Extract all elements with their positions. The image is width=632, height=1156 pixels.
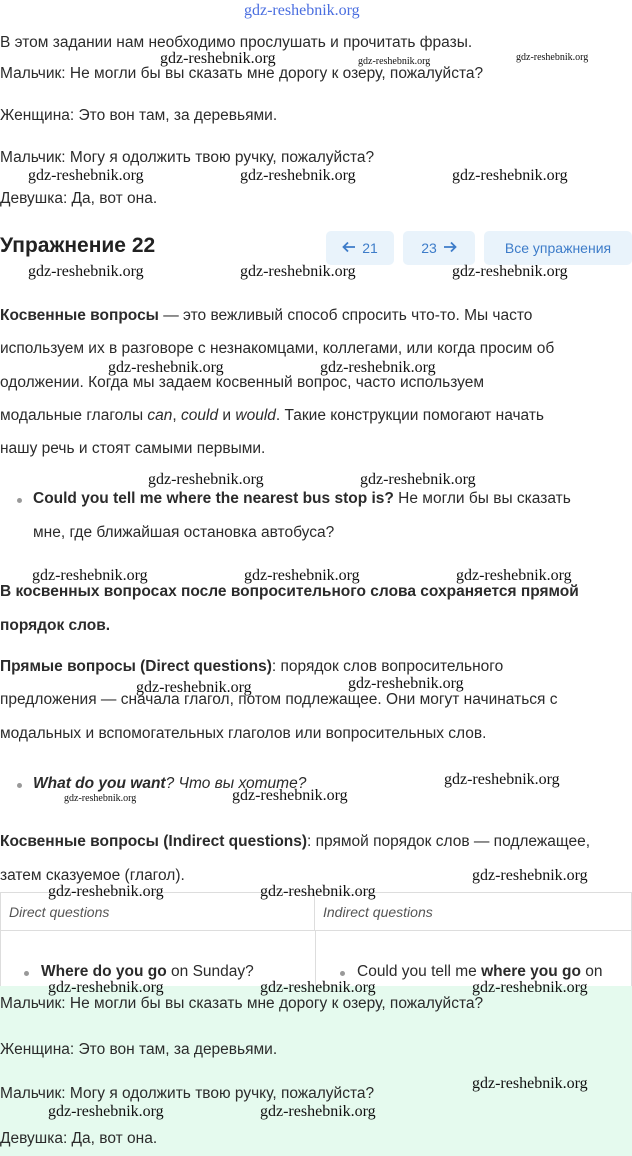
all-exercises-label: Все упражнения [504, 240, 612, 256]
indirect-line: затем сказуемое (глагол). [0, 867, 185, 884]
bullet [17, 783, 22, 788]
table-divider [0, 931, 1, 993]
example-line: What do you want? Что вы хотите? [33, 775, 307, 792]
watermark: gdz-reshebnik.org [348, 675, 464, 692]
watermark: gdz-reshebnik.org [108, 359, 224, 376]
example-line: Could you tell me where the nearest bus stop is? Не могли бы вы сказать [33, 490, 571, 507]
watermark: gdz-reshebnik.org [452, 167, 568, 184]
direct-line: модальных и вспомогательных глаголов или вопросительных слов. [0, 725, 487, 742]
watermark: gdz-reshebnik.org [148, 471, 264, 488]
theory-line: используем их в разговоре с незнакомцами, коллегами, или когда просим об [0, 340, 555, 357]
bullet [340, 971, 345, 976]
watermark: gdz-reshebnik.org [32, 567, 148, 584]
watermark: gdz-reshebnik.org [136, 679, 252, 696]
watermark: gdz-reshebnik.org [240, 263, 356, 280]
arrow-right-icon [443, 240, 457, 256]
site-watermark-top: gdz-reshebnik.org [244, 2, 360, 19]
watermark: gdz-reshebnik.org [472, 867, 588, 884]
intro-boy2: Мальчик: Могу я одолжить твою ручку, пожалуйста? [0, 149, 375, 166]
watermark: gdz-reshebnik.org [358, 56, 431, 67]
answer-woman: Женщина: Это вон там, за деревьями. [0, 1041, 278, 1058]
direct-line: Прямые вопросы (Direct questions): порядок слов вопросительного [0, 658, 504, 675]
bullet [17, 498, 22, 503]
watermark: gdz-reshebnik.org [48, 883, 164, 900]
watermark: gdz-reshebnik.org [260, 979, 376, 996]
all-exercises-button[interactable] [484, 231, 632, 265]
watermark: gdz-reshebnik.org [360, 471, 476, 488]
watermark: gdz-reshebnik.org [240, 167, 356, 184]
watermark: gdz-reshebnik.org [28, 167, 144, 184]
watermark: gdz-reshebnik.org [48, 979, 164, 996]
theory-line: одолжении. Когда мы задаем косвенный вопрос, часто используем [0, 374, 484, 391]
watermark: gdz-reshebnik.org [472, 979, 588, 996]
answer-boy1: Мальчик: Не могли бы вы сказать мне дорогу к озеру, пожалуйста? [0, 995, 484, 1012]
watermark: gdz-reshebnik.org [260, 1103, 376, 1120]
prev-exercise-button[interactable] [326, 231, 394, 265]
answer-boy2: Мальчик: Могу я одолжить твою ручку, пожалуйста? [0, 1085, 375, 1102]
direct-line: предложения — сначала глагол, потом подлежащее. Они могут начинаться с [0, 691, 558, 708]
watermark: gdz-reshebnik.org [48, 1103, 164, 1120]
watermark: gdz-reshebnik.org [28, 263, 144, 280]
watermark: gdz-reshebnik.org [444, 771, 560, 788]
table-cell-direct: Where do you go on Sunday? [41, 963, 254, 980]
table-cell-indirect: Could you tell me where you go on [357, 963, 603, 980]
rule-line: В косвенных вопросах после вопросительного слова сохраняется прямой [0, 583, 579, 600]
indirect-line: Косвенные вопросы (Indirect questions): прямой порядок слов — подлежащее, [0, 833, 590, 850]
theory-line: нашу речь и стоят самыми первыми. [0, 440, 266, 457]
theory-line: Косвенные вопросы — это вежливый способ спросить что-то. Мы часто [0, 307, 533, 324]
watermark: gdz-reshebnik.org [320, 359, 436, 376]
watermark: gdz-reshebnik.org [260, 883, 376, 900]
example-line: мне, где ближайшая остановка автобуса? [33, 524, 335, 541]
intro-line: В этом задании нам необходимо прослушать и прочитать фразы. [0, 34, 473, 51]
intro-woman: Женщина: Это вон там, за деревьями. [0, 107, 278, 124]
next-exercise-button[interactable] [403, 231, 475, 265]
page-title: Упражнение 22 [0, 234, 156, 257]
watermark: gdz-reshebnik.org [64, 793, 137, 804]
intro-girl: Девушка: Да, вот она. [0, 190, 158, 207]
bullet [24, 971, 29, 976]
prev-exercise-label: 21 [362, 240, 378, 256]
watermark: gdz-reshebnik.org [456, 567, 572, 584]
questions-table [0, 892, 632, 993]
watermark: gdz-reshebnik.org [232, 787, 348, 804]
table-header-direct: Direct questions [0, 893, 315, 931]
watermark: gdz-reshebnik.org [160, 50, 276, 67]
arrow-left-icon [342, 240, 356, 256]
watermark: gdz-reshebnik.org [244, 567, 360, 584]
intro-boy1: Мальчик: Не могли бы вы сказать мне дорогу к озеру, пожалуйста? [0, 65, 484, 82]
watermark: gdz-reshebnik.org [472, 1075, 588, 1092]
watermark: gdz-reshebnik.org [452, 263, 568, 280]
next-exercise-label: 23 [421, 240, 437, 256]
theory-line: модальные глаголы can, could и would. Такие конструкции помогают начать [0, 407, 545, 424]
rule-line: порядок слов. [0, 617, 111, 634]
answer-girl: Девушка: Да, вот она. [0, 1130, 158, 1147]
table-header-indirect: Indirect questions [315, 893, 632, 931]
watermark: gdz-reshebnik.org [516, 52, 589, 63]
